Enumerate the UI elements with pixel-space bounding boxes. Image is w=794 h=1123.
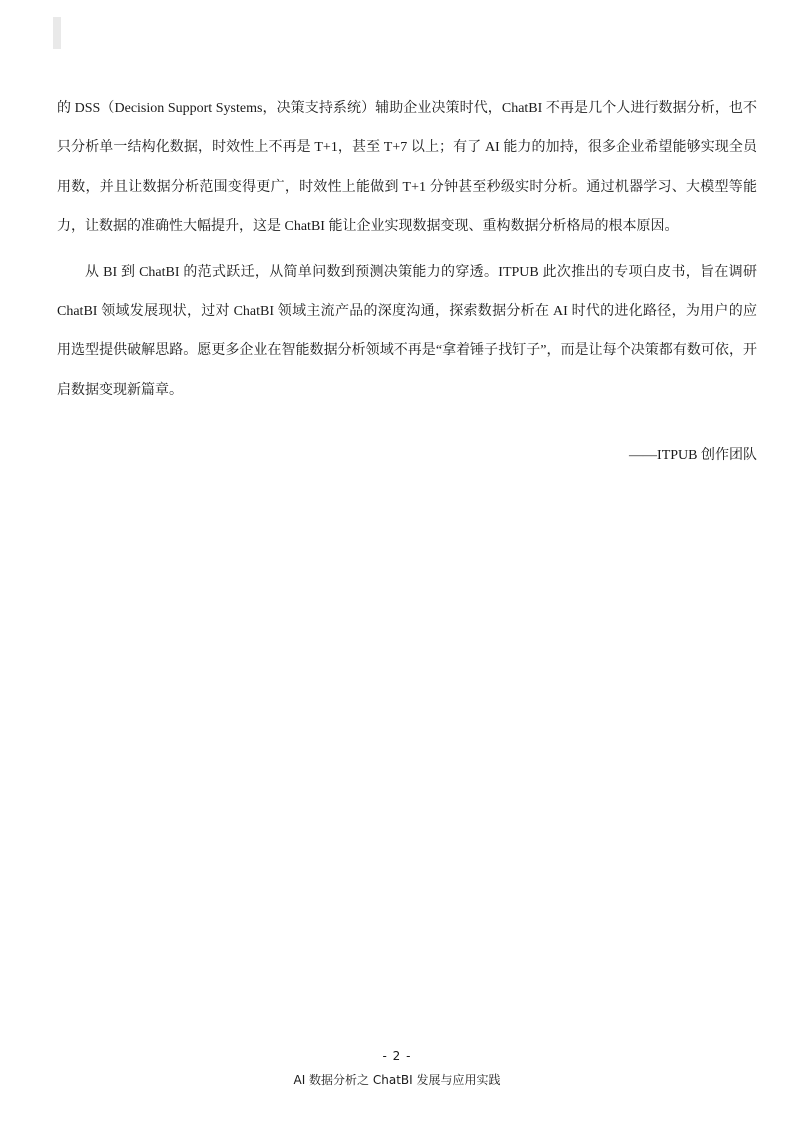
paragraph-1: 的 DSS（Decision Support Systems，决策支持系统）辅助企业决策时代，ChatBI 不再是几个人进行数据分析，也不只分析单一结构化数据，时效性上不再是 T+1，甚至 T+7 以上；有了 AI 能力的加持，很多企业希望能够实现全员用数，并且让数据分析范围变得更广，时效性上能做到 T+1 分钟甚至秒级实时分析。通过机器学习、大模型等能力，让数据的准确性大幅提升，这是 ChatBI 能让企业实现数据变现、重构数据分析格局的根本原因。 [57, 101, 757, 235]
paragraph-2: 从 BI 到 ChatBI 的范式跃迁，从简单问数到预测决策能力的穿透。ITPUB 此次推出的专项白皮书，旨在调研 ChatBI 领域发展现状，过对 ChatBI 领域主流产品的深度沟通，探索数据分析在 AI 时代的进化路径，为用户的应用选型提供破解思路。愿更多企业在智能数据分析领域不再是“拿着锤子找钉子”，而是让每个决策都有数可依，开启数据变现新篇章。 [57, 264, 757, 398]
main-content [57, 89, 757, 410]
footer-title: AI 数据分析之 ChatBI 发展与应用实践 [293, 1073, 501, 1087]
author-signature: ——ITPUB 创作团队 [629, 448, 757, 463]
page-number: - 2 - [382, 1049, 412, 1063]
page-corner-marker [53, 17, 61, 49]
